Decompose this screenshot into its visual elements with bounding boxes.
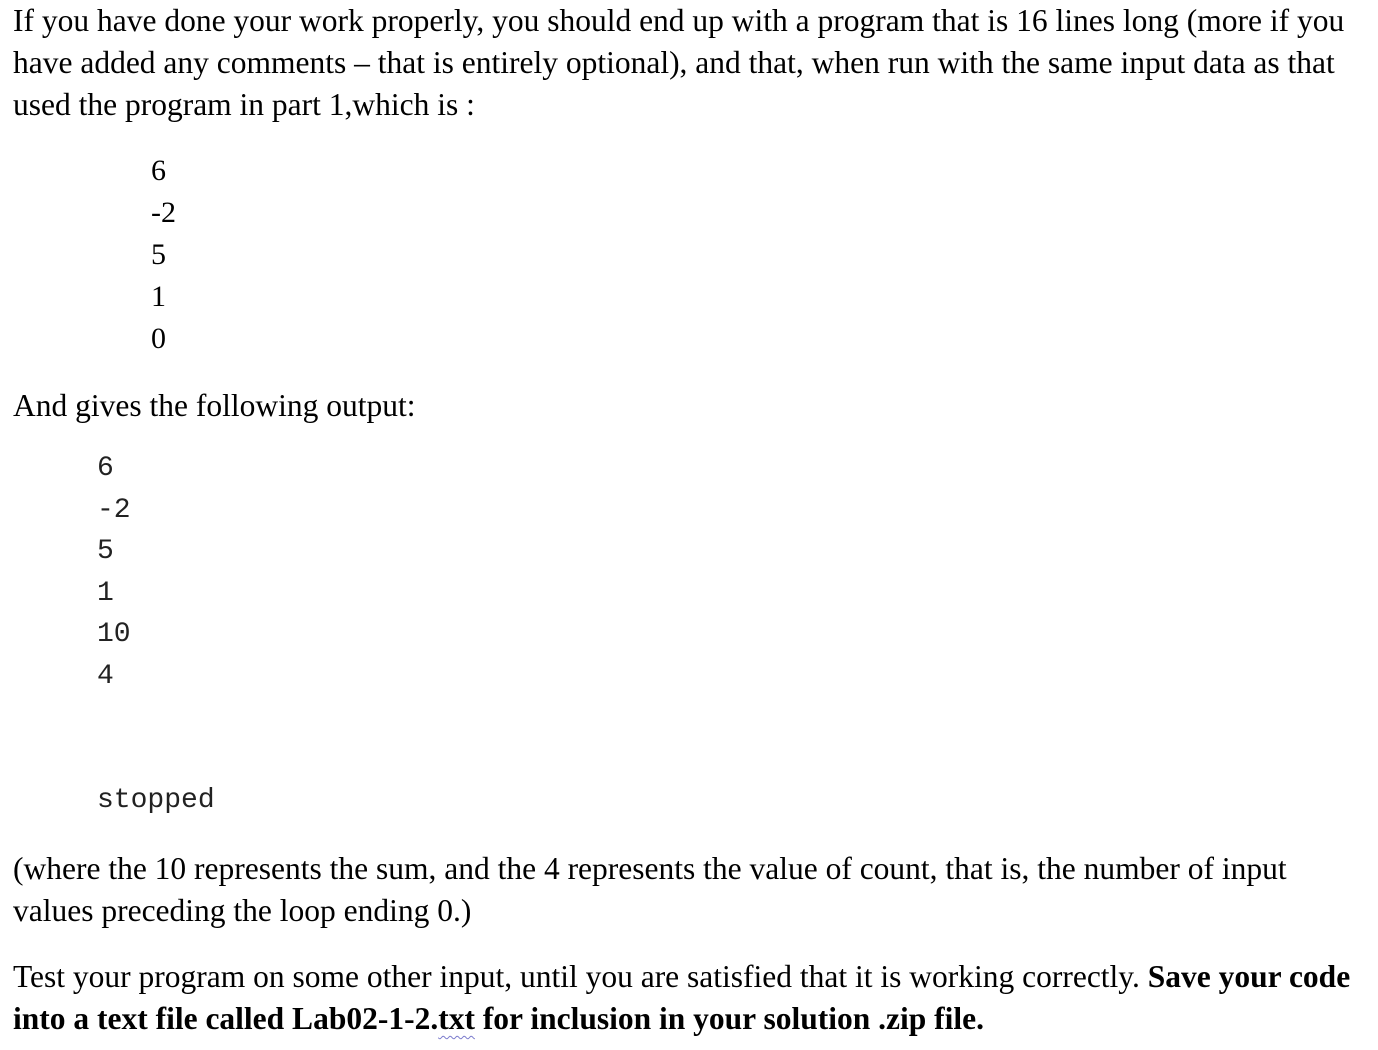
program-output-list: [97, 448, 131, 697]
input-data-list: [151, 150, 176, 360]
intro-paragraph: If you have done your work properly, you should end up with a program that is 16 lines long (more if you have added any comments – that is entirely optional), and that, when run with the same input data as that used the program in part 1,which is :: [13, 3, 1345, 122]
output-value: 1: [97, 577, 114, 609]
input-value: 0: [151, 322, 166, 355]
output-value: -2: [97, 494, 131, 526]
input-value: -2: [151, 196, 176, 229]
spellcheck-flagged-word: txt: [438, 1001, 475, 1036]
input-value: 6: [151, 154, 166, 187]
input-value: 1: [151, 280, 166, 313]
output-label: And gives the following output:: [13, 388, 416, 423]
save-instruction-text: Save your code into a text file called Lab02-1-2.: [13, 959, 1351, 1036]
input-value: 5: [151, 238, 166, 271]
test-instruction-paragraph: [13, 956, 1368, 1040]
save-instruction-tail: for inclusion in your solution .zip file.: [474, 1001, 984, 1036]
explanation-paragraph: (where the 10 represents the sum, and the 4 represents the value of count, that is, the number of input values preceding the loop ending 0.): [13, 851, 1287, 928]
output-value: 6: [97, 453, 114, 484]
stopped-message: stopped: [97, 785, 215, 816]
test-instruction-text: Test your program on some other input, until you are satisfied that it is working correctly.: [13, 959, 1148, 994]
output-value: 10: [97, 619, 131, 650]
output-value: 4: [97, 660, 114, 692]
output-value: 5: [97, 536, 114, 567]
